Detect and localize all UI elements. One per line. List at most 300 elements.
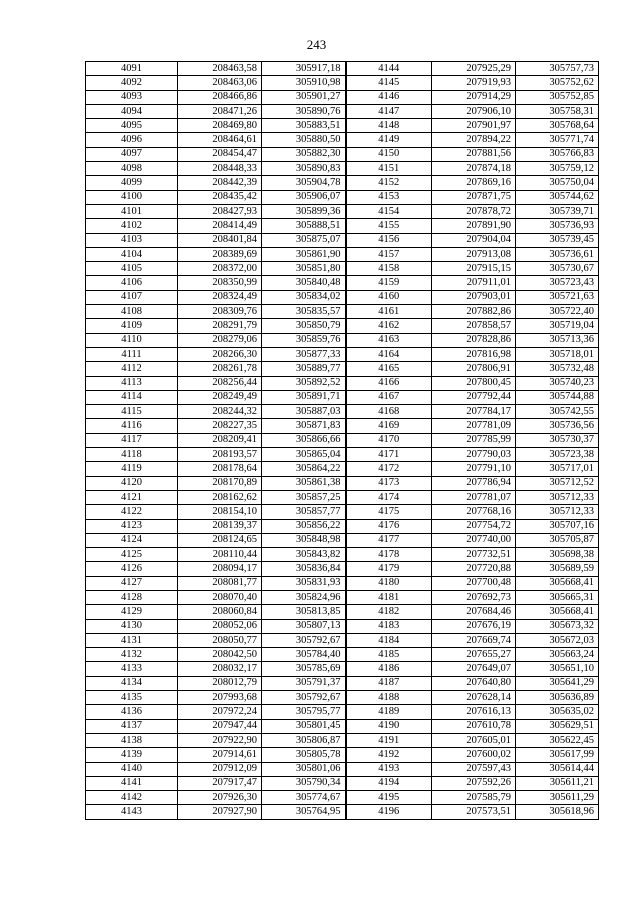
point-id-left-cell: 4117	[86, 433, 178, 447]
x-coord-right-cell: 207655,27	[432, 648, 516, 662]
x-coord-right-cell: 207911,01	[432, 276, 516, 290]
point-id-right-cell: 4154	[346, 204, 432, 218]
x-coord-left-cell: 207922,90	[178, 733, 262, 747]
table-row	[86, 762, 599, 776]
x-coord-right-cell: 207692,73	[432, 590, 516, 604]
y-coord-left-cell: 305843,82	[262, 548, 346, 562]
x-coord-left-cell: 208060,84	[178, 605, 262, 619]
point-id-left-cell: 4109	[86, 319, 178, 333]
point-id-left-cell: 4131	[86, 633, 178, 647]
x-coord-left-cell: 208266,30	[178, 347, 262, 361]
x-coord-left-cell: 208178,64	[178, 462, 262, 476]
point-id-left-cell: 4110	[86, 333, 178, 347]
point-id-right-cell: 4177	[346, 533, 432, 547]
x-coord-left-cell: 207926,30	[178, 791, 262, 805]
y-coord-left-cell: 305795,77	[262, 705, 346, 719]
y-coord-left-cell: 305865,04	[262, 448, 346, 462]
point-id-right-cell: 4178	[346, 548, 432, 562]
y-coord-left-cell: 305834,02	[262, 290, 346, 304]
x-coord-right-cell: 207878,72	[432, 204, 516, 218]
y-coord-right-cell: 305611,29	[516, 791, 599, 805]
y-coord-left-cell: 305806,87	[262, 733, 346, 747]
x-coord-right-cell: 207871,75	[432, 190, 516, 204]
point-id-right-cell: 4190	[346, 719, 432, 733]
y-coord-right-cell: 305635,02	[516, 705, 599, 719]
y-coord-right-cell: 305614,44	[516, 762, 599, 776]
y-coord-right-cell: 305739,45	[516, 233, 599, 247]
point-id-left-cell: 4141	[86, 776, 178, 790]
table-row	[86, 176, 599, 190]
table-row	[86, 262, 599, 276]
point-id-right-cell: 4164	[346, 347, 432, 361]
point-id-right-cell: 4168	[346, 405, 432, 419]
y-coord-left-cell: 305857,25	[262, 490, 346, 504]
point-id-right-cell: 4165	[346, 362, 432, 376]
point-id-left-cell: 4105	[86, 262, 178, 276]
point-id-left-cell: 4100	[86, 190, 178, 204]
point-id-right-cell: 4184	[346, 633, 432, 647]
point-id-left-cell: 4097	[86, 147, 178, 161]
point-id-right-cell: 4193	[346, 762, 432, 776]
x-coord-right-cell: 207605,01	[432, 733, 516, 747]
y-coord-left-cell: 305910,98	[262, 76, 346, 90]
table-row	[86, 576, 599, 590]
x-coord-right-cell: 207792,44	[432, 390, 516, 404]
point-id-right-cell: 4181	[346, 590, 432, 604]
y-coord-left-cell: 305875,07	[262, 233, 346, 247]
x-coord-right-cell: 207781,07	[432, 490, 516, 504]
point-id-left-cell: 4099	[86, 176, 178, 190]
table-row	[86, 605, 599, 619]
table-row	[86, 748, 599, 762]
y-coord-right-cell: 305611,21	[516, 776, 599, 790]
y-coord-left-cell: 305856,22	[262, 519, 346, 533]
y-coord-right-cell: 305718,01	[516, 347, 599, 361]
x-coord-left-cell: 208162,62	[178, 490, 262, 504]
x-coord-right-cell: 207828,86	[432, 333, 516, 347]
point-id-right-cell: 4173	[346, 476, 432, 490]
x-coord-left-cell: 208448,33	[178, 162, 262, 176]
y-coord-left-cell: 305857,77	[262, 505, 346, 519]
y-coord-right-cell: 305651,10	[516, 662, 599, 676]
point-id-left-cell: 4140	[86, 762, 178, 776]
point-id-left-cell: 4103	[86, 233, 178, 247]
point-id-left-cell: 4128	[86, 590, 178, 604]
coordinate-table	[85, 61, 599, 820]
point-id-right-cell: 4179	[346, 562, 432, 576]
table-row	[86, 305, 599, 319]
point-id-right-cell: 4148	[346, 119, 432, 133]
y-coord-left-cell: 305890,83	[262, 162, 346, 176]
x-coord-left-cell: 207912,09	[178, 762, 262, 776]
point-id-left-cell: 4116	[86, 419, 178, 433]
y-coord-left-cell: 305887,03	[262, 405, 346, 419]
table-row	[86, 119, 599, 133]
y-coord-left-cell: 305790,34	[262, 776, 346, 790]
y-coord-right-cell: 305712,33	[516, 490, 599, 504]
table-row	[86, 347, 599, 361]
point-id-right-cell: 4189	[346, 705, 432, 719]
x-coord-right-cell: 207732,51	[432, 548, 516, 562]
x-coord-right-cell: 207616,13	[432, 705, 516, 719]
y-coord-right-cell: 305618,96	[516, 805, 599, 819]
point-id-right-cell: 4191	[346, 733, 432, 747]
point-id-right-cell: 4185	[346, 648, 432, 662]
x-coord-right-cell: 207791,10	[432, 462, 516, 476]
y-coord-left-cell: 305801,45	[262, 719, 346, 733]
x-coord-right-cell: 207874,18	[432, 162, 516, 176]
y-coord-right-cell: 305712,52	[516, 476, 599, 490]
x-coord-right-cell: 207904,04	[432, 233, 516, 247]
x-coord-left-cell: 208471,26	[178, 104, 262, 118]
x-coord-right-cell: 207913,08	[432, 247, 516, 261]
y-coord-right-cell: 305742,55	[516, 405, 599, 419]
y-coord-left-cell: 305899,36	[262, 204, 346, 218]
point-id-right-cell: 4186	[346, 662, 432, 676]
x-coord-left-cell: 208209,41	[178, 433, 262, 447]
y-coord-right-cell: 305721,63	[516, 290, 599, 304]
x-coord-right-cell: 207869,16	[432, 176, 516, 190]
point-id-right-cell: 4166	[346, 376, 432, 390]
table-row	[86, 733, 599, 747]
point-id-right-cell: 4196	[346, 805, 432, 819]
point-id-left-cell: 4111	[86, 347, 178, 361]
x-coord-left-cell: 208464,61	[178, 133, 262, 147]
point-id-left-cell: 4092	[86, 76, 178, 90]
y-coord-left-cell: 305871,83	[262, 419, 346, 433]
y-coord-right-cell: 305672,03	[516, 633, 599, 647]
y-coord-left-cell: 305890,76	[262, 104, 346, 118]
table-row	[86, 519, 599, 533]
table-row	[86, 419, 599, 433]
point-id-left-cell: 4101	[86, 204, 178, 218]
point-id-left-cell: 4102	[86, 219, 178, 233]
point-id-left-cell: 4123	[86, 519, 178, 533]
table-row	[86, 662, 599, 676]
x-coord-left-cell: 208324,49	[178, 290, 262, 304]
point-id-right-cell: 4149	[346, 133, 432, 147]
y-coord-left-cell: 305866,66	[262, 433, 346, 447]
y-coord-left-cell: 305836,84	[262, 562, 346, 576]
point-id-right-cell: 4175	[346, 505, 432, 519]
point-id-right-cell: 4153	[346, 190, 432, 204]
y-coord-right-cell: 305740,23	[516, 376, 599, 390]
y-coord-left-cell: 305859,76	[262, 333, 346, 347]
x-coord-left-cell: 208050,77	[178, 633, 262, 647]
x-coord-left-cell: 208414,49	[178, 219, 262, 233]
point-id-left-cell: 4126	[86, 562, 178, 576]
point-id-left-cell: 4113	[86, 376, 178, 390]
point-id-right-cell: 4163	[346, 333, 432, 347]
y-coord-left-cell: 305792,67	[262, 633, 346, 647]
table-row	[86, 490, 599, 504]
table-row	[86, 805, 599, 819]
table-row	[86, 219, 599, 233]
x-coord-right-cell: 207903,01	[432, 290, 516, 304]
x-coord-right-cell: 207816,98	[432, 347, 516, 361]
point-id-right-cell: 4162	[346, 319, 432, 333]
point-id-right-cell: 4195	[346, 791, 432, 805]
x-coord-right-cell: 207806,91	[432, 362, 516, 376]
point-id-left-cell: 4114	[86, 390, 178, 404]
y-coord-right-cell: 305641,29	[516, 676, 599, 690]
x-coord-left-cell: 208372,00	[178, 262, 262, 276]
x-coord-right-cell: 207700,48	[432, 576, 516, 590]
point-id-right-cell: 4170	[346, 433, 432, 447]
table-row	[86, 133, 599, 147]
x-coord-left-cell: 208081,77	[178, 576, 262, 590]
y-coord-left-cell: 305831,93	[262, 576, 346, 590]
point-id-left-cell: 4104	[86, 247, 178, 261]
x-coord-right-cell: 207628,14	[432, 691, 516, 705]
x-coord-right-cell: 207573,51	[432, 805, 516, 819]
x-coord-right-cell: 207600,02	[432, 748, 516, 762]
point-id-left-cell: 4124	[86, 533, 178, 547]
y-coord-right-cell: 305736,56	[516, 419, 599, 433]
x-coord-left-cell: 208139,37	[178, 519, 262, 533]
table-row	[86, 776, 599, 790]
x-coord-left-cell: 208463,58	[178, 62, 262, 76]
x-coord-right-cell: 207919,93	[432, 76, 516, 90]
x-coord-left-cell: 208052,06	[178, 619, 262, 633]
x-coord-right-cell: 207894,22	[432, 133, 516, 147]
y-coord-right-cell: 305622,45	[516, 733, 599, 747]
point-id-left-cell: 4137	[86, 719, 178, 733]
x-coord-left-cell: 207927,90	[178, 805, 262, 819]
x-coord-right-cell: 207610,78	[432, 719, 516, 733]
point-id-right-cell: 4144	[346, 62, 432, 76]
y-coord-left-cell: 305792,67	[262, 691, 346, 705]
table-row	[86, 676, 599, 690]
x-coord-left-cell: 208154,10	[178, 505, 262, 519]
point-id-left-cell: 4134	[86, 676, 178, 690]
point-id-left-cell: 4095	[86, 119, 178, 133]
x-coord-right-cell: 207720,88	[432, 562, 516, 576]
point-id-right-cell: 4157	[346, 247, 432, 261]
x-coord-left-cell: 207917,47	[178, 776, 262, 790]
x-coord-right-cell: 207901,97	[432, 119, 516, 133]
table-row	[86, 533, 599, 547]
point-id-right-cell: 4151	[346, 162, 432, 176]
point-id-left-cell: 4094	[86, 104, 178, 118]
y-coord-right-cell: 305736,61	[516, 247, 599, 261]
x-coord-right-cell: 207754,72	[432, 519, 516, 533]
x-coord-left-cell: 208401,84	[178, 233, 262, 247]
x-coord-right-cell: 207906,10	[432, 104, 516, 118]
x-coord-right-cell: 207891,90	[432, 219, 516, 233]
table-row	[86, 705, 599, 719]
table-row	[86, 333, 599, 347]
x-coord-left-cell: 207972,24	[178, 705, 262, 719]
x-coord-right-cell: 207640,80	[432, 676, 516, 690]
point-id-left-cell: 4121	[86, 490, 178, 504]
point-id-left-cell: 4096	[86, 133, 178, 147]
y-coord-left-cell: 305891,71	[262, 390, 346, 404]
x-coord-left-cell: 208110,44	[178, 548, 262, 562]
table-row	[86, 633, 599, 647]
table-row	[86, 691, 599, 705]
table-row	[86, 62, 599, 76]
y-coord-right-cell: 305730,67	[516, 262, 599, 276]
table-row	[86, 376, 599, 390]
y-coord-right-cell: 305736,93	[516, 219, 599, 233]
x-coord-left-cell: 208094,17	[178, 562, 262, 576]
y-coord-right-cell: 305668,41	[516, 605, 599, 619]
y-coord-left-cell: 305904,78	[262, 176, 346, 190]
point-id-right-cell: 4155	[346, 219, 432, 233]
y-coord-left-cell: 305813,85	[262, 605, 346, 619]
table-row	[86, 204, 599, 218]
point-id-right-cell: 4160	[346, 290, 432, 304]
y-coord-left-cell: 305805,78	[262, 748, 346, 762]
x-coord-left-cell: 208469,80	[178, 119, 262, 133]
y-coord-left-cell: 305888,51	[262, 219, 346, 233]
y-coord-left-cell: 305835,57	[262, 305, 346, 319]
y-coord-right-cell: 305750,04	[516, 176, 599, 190]
x-coord-left-cell: 208454,47	[178, 147, 262, 161]
table-row	[86, 233, 599, 247]
table-row	[86, 362, 599, 376]
y-coord-right-cell: 305663,24	[516, 648, 599, 662]
y-coord-right-cell: 305766,83	[516, 147, 599, 161]
point-id-left-cell: 4107	[86, 290, 178, 304]
y-coord-right-cell: 305752,62	[516, 76, 599, 90]
table-row	[86, 462, 599, 476]
table-row	[86, 648, 599, 662]
y-coord-right-cell: 305689,59	[516, 562, 599, 576]
y-coord-left-cell: 305851,80	[262, 262, 346, 276]
point-id-left-cell: 4098	[86, 162, 178, 176]
x-coord-left-cell: 208012,79	[178, 676, 262, 690]
y-coord-left-cell: 305784,40	[262, 648, 346, 662]
point-id-left-cell: 4093	[86, 90, 178, 104]
y-coord-right-cell: 305712,33	[516, 505, 599, 519]
table-row	[86, 190, 599, 204]
table-row	[86, 476, 599, 490]
table-row	[86, 162, 599, 176]
point-id-left-cell: 4139	[86, 748, 178, 762]
point-id-left-cell: 4132	[86, 648, 178, 662]
y-coord-left-cell: 305774,67	[262, 791, 346, 805]
x-coord-right-cell: 207914,29	[432, 90, 516, 104]
table-row	[86, 390, 599, 404]
point-id-left-cell: 4106	[86, 276, 178, 290]
point-id-right-cell: 4169	[346, 419, 432, 433]
y-coord-left-cell: 305764,95	[262, 805, 346, 819]
y-coord-left-cell: 305864,22	[262, 462, 346, 476]
x-coord-right-cell: 207881,56	[432, 147, 516, 161]
point-id-left-cell: 4143	[86, 805, 178, 819]
y-coord-left-cell: 305861,90	[262, 247, 346, 261]
x-coord-left-cell: 207947,44	[178, 719, 262, 733]
point-id-left-cell: 4108	[86, 305, 178, 319]
x-coord-right-cell: 207781,09	[432, 419, 516, 433]
table-row	[86, 433, 599, 447]
y-coord-right-cell: 305665,31	[516, 590, 599, 604]
point-id-left-cell: 4127	[86, 576, 178, 590]
point-id-left-cell: 4118	[86, 448, 178, 462]
y-coord-right-cell: 305771,74	[516, 133, 599, 147]
point-id-right-cell: 4183	[346, 619, 432, 633]
x-coord-left-cell: 208244,32	[178, 405, 262, 419]
y-coord-right-cell: 305768,64	[516, 119, 599, 133]
x-coord-right-cell: 207786,94	[432, 476, 516, 490]
table-row	[86, 90, 599, 104]
x-coord-right-cell: 207592,26	[432, 776, 516, 790]
x-coord-left-cell: 208466,86	[178, 90, 262, 104]
table-row	[86, 104, 599, 118]
page-number: 243	[306, 37, 327, 52]
x-coord-right-cell: 207669,74	[432, 633, 516, 647]
x-coord-right-cell: 207649,07	[432, 662, 516, 676]
table-row	[86, 319, 599, 333]
y-coord-left-cell: 305889,77	[262, 362, 346, 376]
point-id-right-cell: 4145	[346, 76, 432, 90]
point-id-right-cell: 4176	[346, 519, 432, 533]
point-id-right-cell: 4150	[346, 147, 432, 161]
x-coord-left-cell: 208389,69	[178, 247, 262, 261]
point-id-right-cell: 4182	[346, 605, 432, 619]
y-coord-left-cell: 305785,69	[262, 662, 346, 676]
y-coord-right-cell: 305668,41	[516, 576, 599, 590]
point-id-right-cell: 4187	[346, 676, 432, 690]
y-coord-left-cell: 305840,48	[262, 276, 346, 290]
x-coord-left-cell: 208227,35	[178, 419, 262, 433]
y-coord-right-cell: 305717,01	[516, 462, 599, 476]
point-id-right-cell: 4161	[346, 305, 432, 319]
x-coord-right-cell: 207800,45	[432, 376, 516, 390]
y-coord-right-cell: 305698,38	[516, 548, 599, 562]
point-id-right-cell: 4188	[346, 691, 432, 705]
x-coord-left-cell: 208309,76	[178, 305, 262, 319]
x-coord-right-cell: 207915,15	[432, 262, 516, 276]
table-row	[86, 505, 599, 519]
y-coord-left-cell: 305861,38	[262, 476, 346, 490]
y-coord-right-cell: 305744,62	[516, 190, 599, 204]
x-coord-left-cell: 208261,78	[178, 362, 262, 376]
x-coord-left-cell: 208427,93	[178, 204, 262, 218]
x-coord-right-cell: 207925,29	[432, 62, 516, 76]
point-id-left-cell: 4119	[86, 462, 178, 476]
y-coord-left-cell: 305906,07	[262, 190, 346, 204]
point-id-left-cell: 4138	[86, 733, 178, 747]
point-id-left-cell: 4122	[86, 505, 178, 519]
y-coord-left-cell: 305791,37	[262, 676, 346, 690]
x-coord-left-cell: 208032,17	[178, 662, 262, 676]
y-coord-right-cell: 305752,85	[516, 90, 599, 104]
y-coord-left-cell: 305807,13	[262, 619, 346, 633]
x-coord-left-cell: 208442,39	[178, 176, 262, 190]
y-coord-left-cell: 305882,30	[262, 147, 346, 161]
table-row	[86, 548, 599, 562]
point-id-right-cell: 4167	[346, 390, 432, 404]
x-coord-right-cell: 207585,79	[432, 791, 516, 805]
x-coord-left-cell: 207993,68	[178, 691, 262, 705]
y-coord-right-cell: 305705,87	[516, 533, 599, 547]
y-coord-left-cell: 305901,27	[262, 90, 346, 104]
y-coord-right-cell: 305629,51	[516, 719, 599, 733]
y-coord-right-cell: 305617,99	[516, 748, 599, 762]
x-coord-left-cell: 208193,57	[178, 448, 262, 462]
y-coord-left-cell: 305850,79	[262, 319, 346, 333]
x-coord-right-cell: 207597,43	[432, 762, 516, 776]
x-coord-left-cell: 208170,89	[178, 476, 262, 490]
point-id-left-cell: 4125	[86, 548, 178, 562]
table-row	[86, 405, 599, 419]
x-coord-right-cell: 207676,19	[432, 619, 516, 633]
y-coord-right-cell: 305732,48	[516, 362, 599, 376]
y-coord-left-cell: 305880,50	[262, 133, 346, 147]
